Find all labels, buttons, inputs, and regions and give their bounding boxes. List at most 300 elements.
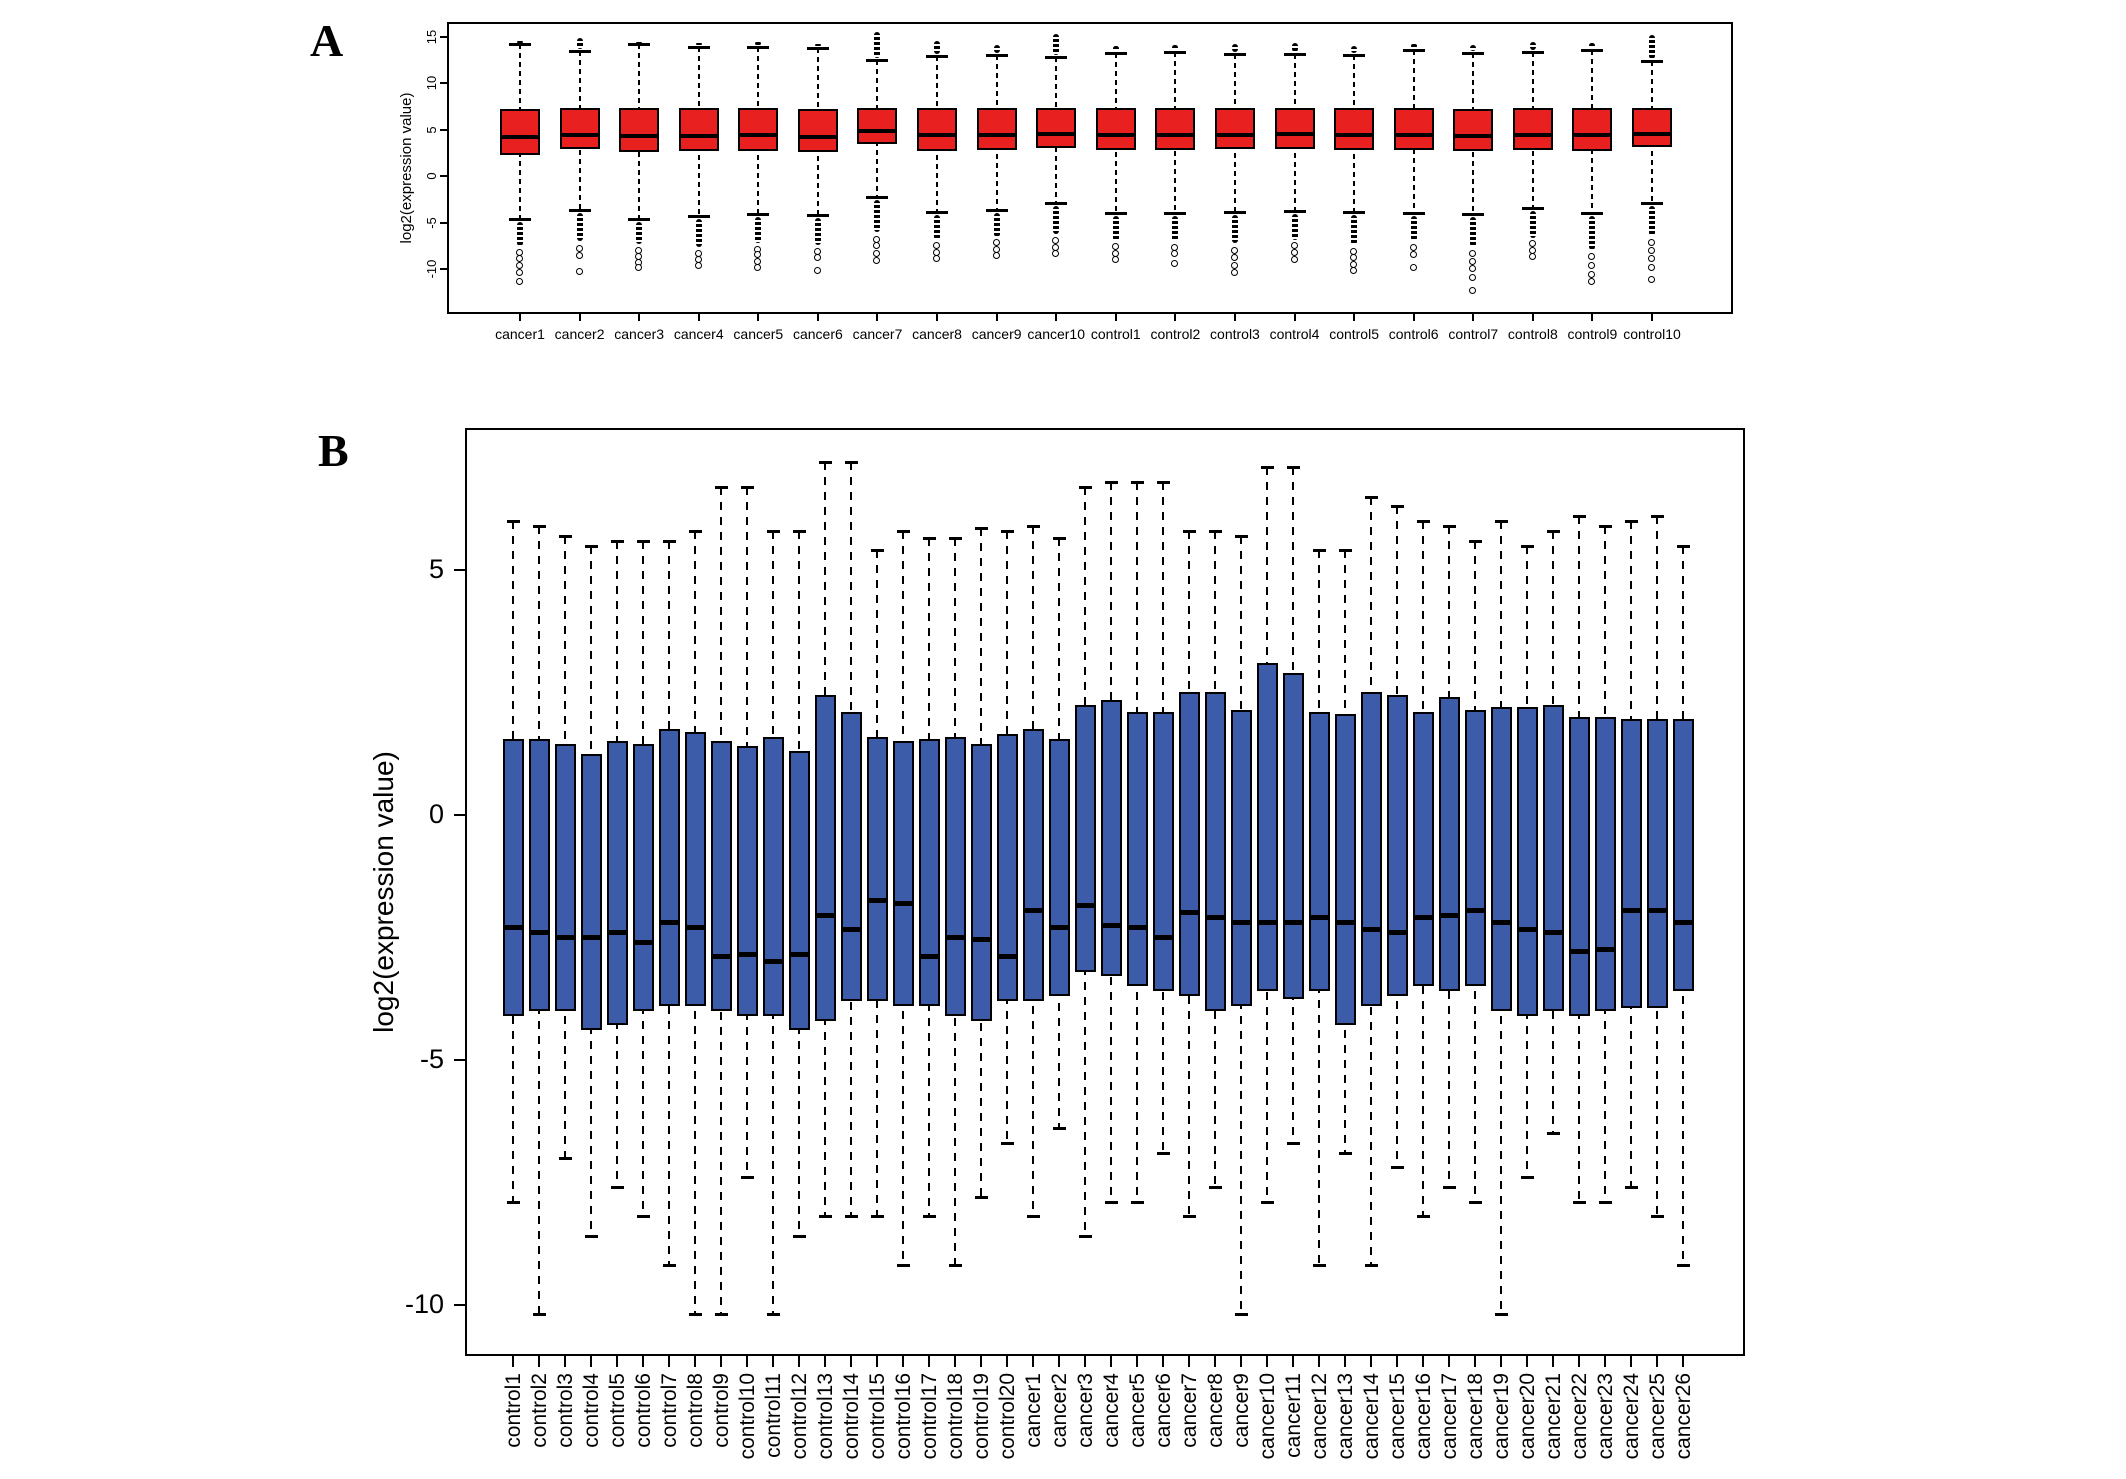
panel-B-box-control3	[555, 744, 576, 1011]
panel-A-x-tick	[757, 314, 759, 321]
panel-A-whisker-cap-high-control7	[1462, 52, 1484, 55]
panel-A-outliers-low-dense-cancer1	[517, 222, 523, 246]
panel-A-whisker-cap-high-cancer7	[866, 59, 888, 62]
panel-B-whisker-cap-high-control20	[1001, 530, 1014, 533]
panel-B-median-control14	[841, 927, 862, 932]
panel-B-whisker-cap-low-cancer21	[1547, 1132, 1560, 1135]
panel-B-whisker-cap-low-control10	[741, 1176, 754, 1179]
panel-A-whisker-cap-low-control2	[1164, 212, 1186, 215]
panel-A-box-control7	[1453, 109, 1493, 151]
panel-B-whisker-cap-low-cancer15	[1391, 1166, 1404, 1169]
panel-B-median-cancer1	[1023, 908, 1044, 913]
panel-A-whisker-cap-high-cancer2	[569, 50, 591, 53]
panel-B-x-tick	[668, 1356, 670, 1367]
panel-A-y-tick	[440, 82, 447, 84]
panel-B-whisker-cap-high-cancer2	[1053, 537, 1066, 540]
panel-B-median-cancer14	[1361, 927, 1382, 932]
panel-A-median-control4	[1275, 132, 1315, 136]
panel-A-whisker-cap-high-cancer10	[1045, 56, 1067, 59]
panel-A-x-label-control2: control2	[1150, 326, 1201, 342]
panel-A-outliers-high-control4	[1292, 43, 1298, 51]
panel-A-outliers-low-dense-cancer4	[696, 219, 702, 247]
panel-B-median-control10	[737, 952, 758, 957]
panel-B-y-tick	[454, 1059, 465, 1061]
panel-B-whisker-cap-high-control2	[533, 525, 546, 528]
panel-A-outliers-low-dense-cancer5	[755, 217, 761, 243]
panel-A-outliers-high-control3	[1232, 44, 1238, 51]
panel-A-whisker-cap-high-control3	[1224, 53, 1246, 56]
panel-A-outlier-point-cancer5	[754, 264, 761, 271]
panel-B-box-cancer1	[1023, 729, 1044, 1001]
panel-B-whisker-cap-high-control6	[637, 540, 650, 543]
panel-A-whisker-cap-low-control3	[1224, 211, 1246, 214]
panel-B-whisker-cap-high-cancer26	[1677, 545, 1690, 548]
panel-B-whisker-cap-high-control14	[845, 461, 858, 464]
panel-B-whisker-cap-low-control12	[793, 1235, 806, 1238]
panel-A-median-cancer2	[560, 133, 600, 137]
panel-A-outlier-point-cancer2	[576, 252, 583, 259]
panel-B-median-cancer18	[1465, 908, 1486, 913]
panel-A-outliers-low-dense-control9	[1589, 216, 1595, 250]
panel-B-x-label-control14: control14	[840, 1373, 864, 1460]
panel-A-median-cancer4	[679, 134, 719, 138]
panel-B-median-control6	[633, 940, 654, 945]
panel-B-x-label-cancer6: cancer6	[1152, 1373, 1176, 1448]
panel-B-whisker-cap-high-cancer9	[1235, 535, 1248, 538]
panel-B-box-control13	[815, 695, 836, 1021]
panel-B-x-tick	[1162, 1356, 1164, 1367]
panel-A-x-label-control1: control1	[1090, 326, 1141, 342]
panel-B-x-label-cancer11: cancer11	[1282, 1373, 1306, 1458]
panel-B-x-label-control3: control3	[554, 1373, 578, 1448]
panel-B-whisker-cap-high-cancer14	[1365, 496, 1378, 499]
panel-A-median-control2	[1155, 133, 1195, 137]
panel-A-x-tick	[638, 314, 640, 321]
panel-A-y-tick-label: -5	[423, 217, 439, 229]
panel-B-y-tick-label: -5	[419, 1043, 444, 1074]
panel-B-x-label-control8: control8	[684, 1373, 708, 1448]
panel-B-median-control5	[607, 930, 628, 935]
panel-A-median-control7	[1453, 134, 1493, 138]
panel-A-box-control8	[1513, 108, 1553, 150]
panel-B-x-tick	[1604, 1356, 1606, 1367]
panel-B-box-cancer6	[1153, 712, 1174, 991]
panel-B-median-cancer12	[1309, 915, 1330, 920]
panel-B-x-label-control1: control1	[502, 1373, 526, 1448]
panel-A-whisker-cap-high-control6	[1403, 49, 1425, 52]
panel-A-whisker-cap-high-cancer6	[807, 47, 829, 50]
panel-B-whisker-cap-low-cancer25	[1651, 1215, 1664, 1218]
panel-B-x-label-control9: control9	[710, 1373, 734, 1448]
panel-A-outliers-high-control6	[1411, 44, 1417, 48]
panel-A-x-label-cancer3: cancer3	[614, 326, 665, 342]
panel-B-whisker-cap-low-cancer5	[1131, 1201, 1144, 1204]
panel-B-whisker-cap-high-control13	[819, 461, 832, 464]
panel-A-x-label-control8: control8	[1507, 326, 1558, 342]
panel-A-median-cancer3	[619, 134, 659, 138]
panel-B-x-tick	[954, 1356, 956, 1367]
panel-B-box-control6	[633, 744, 654, 1011]
panel-B-x-tick	[1136, 1356, 1138, 1367]
panel-B-x-tick	[616, 1356, 618, 1367]
panel-B-x-tick	[1188, 1356, 1190, 1367]
panel-B-x-tick	[1578, 1356, 1580, 1367]
panel-A-outliers-low-dense-control7	[1470, 217, 1476, 247]
panel-A-y-tick	[440, 175, 447, 177]
panel-B-box-cancer25	[1647, 719, 1668, 1008]
panel-B-median-cancer8	[1205, 915, 1226, 920]
panel-B-whisker-cap-low-cancer24	[1625, 1186, 1638, 1189]
panel-B-box-cancer21	[1543, 705, 1564, 1011]
panel-A-outlier-point-control3	[1231, 247, 1238, 254]
panel-B-median-control2	[529, 930, 550, 935]
panel-B-whisker-cap-low-cancer8	[1209, 1186, 1222, 1189]
panel-B-x-label-cancer3: cancer3	[1074, 1373, 1098, 1448]
panel-B-x-tick	[1552, 1356, 1554, 1367]
panel-B-box-cancer17	[1439, 697, 1460, 991]
panel-B-x-label-cancer25: cancer25	[1646, 1373, 1670, 1460]
panel-A-whisker-cap-low-control8	[1522, 207, 1544, 210]
panel-B-whisker-cap-high-control11	[767, 530, 780, 533]
panel-B-box-cancer2	[1049, 739, 1070, 996]
panel-A-whisker-cap-low-cancer8	[926, 211, 948, 214]
panel-B-whisker-cap-high-cancer10	[1261, 466, 1274, 469]
panel-B-box-control5	[607, 741, 628, 1025]
panel-B-x-label-control15: control15	[866, 1373, 890, 1460]
panel-B-median-cancer6	[1153, 935, 1174, 940]
panel-B-median-control12	[789, 952, 810, 957]
panel-A-whisker-cap-low-control5	[1343, 211, 1365, 214]
panel-B-whisker-cap-low-cancer20	[1521, 1176, 1534, 1179]
panel-B-whisker-cap-high-control15	[871, 549, 884, 552]
panel-B-whisker-cap-high-cancer12	[1313, 549, 1326, 552]
panel-B-median-cancer16	[1413, 915, 1434, 920]
panel-B-x-tick	[746, 1356, 748, 1367]
panel-B-median-cancer13	[1335, 920, 1356, 925]
panel-A-median-control9	[1572, 133, 1612, 137]
panel-B-whisker-cap-high-cancer21	[1547, 530, 1560, 533]
panel-B-x-label-cancer7: cancer7	[1178, 1373, 1202, 1448]
panel-A-box-control2	[1155, 108, 1195, 150]
panel-A-whisker-cap-high-control8	[1522, 51, 1544, 54]
panel-B-median-control1	[503, 925, 524, 930]
panel-B-box-cancer8	[1205, 692, 1226, 1010]
panel-B-whisker-cap-low-control3	[559, 1157, 572, 1160]
panel-B-x-label-cancer5: cancer5	[1126, 1373, 1150, 1448]
panel-B-whisker-cap-high-cancer4	[1105, 481, 1118, 484]
panel-B-median-control19	[971, 937, 992, 942]
panel-B-box-cancer15	[1387, 695, 1408, 996]
panel-B-whisker-cap-low-control19	[975, 1196, 988, 1199]
panel-B-whisker-cap-low-cancer1	[1027, 1215, 1040, 1218]
panel-B-median-control8	[685, 925, 706, 930]
panel-B-whisker-cap-low-control15	[871, 1215, 884, 1218]
panel-B-whisker-cap-high-cancer22	[1573, 515, 1586, 518]
panel-A-x-tick	[1413, 314, 1415, 321]
panel-B-box-control18	[945, 737, 966, 1016]
panel-A-x-label-cancer6: cancer6	[792, 326, 843, 342]
panel-B-x-tick	[980, 1356, 982, 1367]
panel-A-median-control3	[1215, 133, 1255, 137]
panel-B-whisker-cap-high-cancer8	[1209, 530, 1222, 533]
panel-A-x-tick	[1591, 314, 1593, 321]
panel-B-whisker-cap-low-control20	[1001, 1142, 1014, 1145]
panel-A-whisker-cap-low-control1	[1105, 212, 1127, 215]
panel-A-whisker-cap-low-control4	[1284, 210, 1306, 213]
panel-A-x-tick	[579, 314, 581, 321]
panel-B-y-tick	[454, 1304, 465, 1306]
panel-B-whisker-cap-high-cancer1	[1027, 525, 1040, 528]
panel-B-x-tick	[798, 1356, 800, 1367]
panel-B-median-cancer10	[1257, 920, 1278, 925]
panel-B-whisker-cap-high-control8	[689, 530, 702, 533]
panel-A-box-control9	[1572, 108, 1612, 151]
panel-B-box-cancer23	[1595, 717, 1616, 1011]
panel-A-outlier-point-cancer2	[576, 268, 583, 275]
panel-A-whisker-cap-low-cancer4	[688, 215, 710, 218]
panel-A-x-label-cancer8: cancer8	[912, 326, 962, 342]
panel-B-box-control9	[711, 741, 732, 1010]
panel-B-whisker-cap-low-control6	[637, 1215, 650, 1218]
panel-B-whisker-cap-low-control13	[819, 1215, 832, 1218]
panel-B-y-tick-label: 5	[428, 553, 444, 584]
panel-B-x-label-cancer9: cancer9	[1230, 1373, 1254, 1448]
panel-A-outliers-high-cancer9	[994, 45, 1000, 52]
panel-B-x-label-control19: control19	[970, 1373, 994, 1460]
panel-B-box-cancer9	[1231, 710, 1252, 1006]
panel-A-whisker-cap-low-control10	[1641, 202, 1663, 205]
panel-B-median-cancer21	[1543, 930, 1564, 935]
panel-B-whisker-cap-low-cancer16	[1417, 1215, 1430, 1218]
panel-A-median-cancer7	[857, 129, 897, 133]
panel-A-box-cancer9	[977, 108, 1017, 150]
panel-B-x-tick	[1526, 1356, 1528, 1367]
panel-B-whisker-cap-low-cancer26	[1677, 1264, 1690, 1267]
panel-B-whisker-cap-low-cancer3	[1079, 1235, 1092, 1238]
panel-B-x-tick	[1682, 1356, 1684, 1367]
panel-A-x-tick	[1294, 314, 1296, 321]
panel-B-x-tick	[1058, 1356, 1060, 1367]
panel-A-whisker-cap-high-cancer4	[688, 46, 710, 49]
panel-B-whisker-cap-low-cancer10	[1261, 1201, 1274, 1204]
panel-A-box-cancer7	[857, 108, 897, 143]
panel-B-x-label-cancer22: cancer22	[1568, 1373, 1592, 1460]
panel-B-x-label-control13: control13	[814, 1373, 838, 1460]
panel-A-box-cancer5	[738, 108, 778, 151]
panel-A-box-control5	[1334, 108, 1374, 150]
panel-B-x-tick	[1084, 1356, 1086, 1367]
panel-A-whisker-cap-low-cancer9	[986, 209, 1008, 212]
panel-B-x-label-cancer2: cancer2	[1048, 1373, 1072, 1448]
panel-B-x-tick	[1240, 1356, 1242, 1367]
panel-A-outlier-point-control1	[1112, 256, 1119, 263]
panel-A-whisker-cap-high-cancer3	[628, 43, 650, 46]
panel-B-whisker-cap-low-cancer11	[1287, 1142, 1300, 1145]
panel-B-median-cancer2	[1049, 925, 1070, 930]
panel-B-whisker-cap-low-control18	[949, 1264, 962, 1267]
panel-A-median-cancer10	[1036, 132, 1076, 136]
panel-B-x-label-cancer8: cancer8	[1204, 1373, 1228, 1448]
panel-A-x-tick	[1174, 314, 1176, 321]
panel-B-whisker-cap-high-cancer20	[1521, 545, 1534, 548]
panel-B-x-label-control20: control20	[996, 1373, 1020, 1460]
panel-A-outliers-low-dense-cancer6	[815, 218, 821, 245]
panel-A-y-tick-label: 15	[423, 29, 439, 45]
panel-B-box-control17	[919, 739, 940, 1006]
panel-A-outlier-point-control7	[1469, 274, 1476, 281]
panel-A-median-control1	[1096, 133, 1136, 137]
panel-A-outliers-low-dense-cancer7	[874, 200, 880, 232]
panel-A-x-label-control5: control5	[1329, 326, 1379, 342]
panel-B-median-cancer19	[1491, 920, 1512, 925]
panel-B-whisker-cap-high-cancer3	[1079, 486, 1092, 489]
panel-A-outliers-high-control7	[1470, 45, 1476, 50]
panel-A-x-tick	[1353, 314, 1355, 321]
panel-A-outliers-low-dense-control10	[1649, 206, 1655, 236]
panel-A-outliers-low-dense-control1	[1113, 216, 1119, 241]
panel-A-x-label-control7: control7	[1448, 326, 1499, 342]
panel-A-outlier-point-control1	[1112, 243, 1119, 250]
panel-B-box-control20	[997, 734, 1018, 1001]
panel-B-x-tick	[1006, 1356, 1008, 1367]
panel-B-x-tick	[590, 1356, 592, 1367]
panel-B-x-label-cancer15: cancer15	[1386, 1373, 1410, 1460]
panel-B-box-control12	[789, 751, 810, 1030]
panel-B-median-cancer22	[1569, 949, 1590, 954]
panel-B-whisker-cap-high-cancer11	[1287, 466, 1300, 469]
panel-A-outliers-high-control10	[1649, 35, 1655, 59]
panel-A-x-label-cancer5: cancer5	[733, 326, 784, 342]
panel-B-box-control11	[763, 737, 784, 1016]
panel-B-whisker-cap-low-control8	[689, 1313, 702, 1316]
panel-B-x-tick	[564, 1356, 566, 1367]
panel-B-median-cancer17	[1439, 913, 1460, 918]
panel-A-whisker-cap-low-control6	[1403, 212, 1425, 215]
panel-A-box-cancer6	[798, 109, 838, 152]
panel-A-outliers-low-dense-control5	[1351, 215, 1357, 245]
panel-B-box-cancer16	[1413, 712, 1434, 986]
panel-A-x-label-control10: control10	[1623, 326, 1681, 342]
panel-B-whisker-cap-high-control17	[923, 537, 936, 540]
panel-A-median-control6	[1394, 133, 1434, 137]
panel-B-whisker-cap-low-cancer23	[1599, 1201, 1612, 1204]
panel-A-whisker-cap-low-control9	[1581, 212, 1603, 215]
panel-B-median-control16	[893, 901, 914, 906]
panel-B-x-label-cancer20: cancer20	[1516, 1373, 1540, 1460]
panel-B-x-tick	[928, 1356, 930, 1367]
panel-A-median-control10	[1632, 132, 1672, 136]
panel-B-x-tick	[720, 1356, 722, 1367]
panel-A-whisker-cap-high-control1	[1105, 52, 1127, 55]
panel-A-x-label-control6: control6	[1388, 326, 1439, 342]
panel-A-whisker-cap-low-cancer10	[1045, 202, 1067, 205]
panel-B-box-cancer10	[1257, 663, 1278, 991]
panel-A-outliers-high-control8	[1530, 42, 1536, 49]
panel-B-box-cancer4	[1101, 700, 1122, 977]
panel-B-whisker-cap-low-control16	[897, 1264, 910, 1267]
panel-B-x-tick	[772, 1356, 774, 1367]
panel-A-median-control8	[1513, 133, 1553, 137]
panel-A-x-tick	[1651, 314, 1653, 321]
panel-A-outlier-point-cancer1	[516, 262, 523, 269]
panel-B-x-label-control12: control12	[788, 1373, 812, 1460]
panel-A-x-label-control4: control4	[1269, 326, 1320, 342]
panel-A-median-cancer1	[500, 135, 540, 139]
panel-A-outlier-point-cancer9	[993, 252, 1000, 259]
panel-A-outliers-low-dense-cancer2	[577, 213, 583, 242]
panel-A-whisker-cap-high-cancer5	[747, 46, 769, 49]
panel-B-whisker-cap-high-cancer19	[1495, 520, 1508, 523]
panel-A-box-cancer10	[1036, 108, 1076, 149]
panel-A-box-cancer4	[679, 108, 719, 151]
panel-B-x-label-control16: control16	[892, 1373, 916, 1460]
panel-B-x-tick	[1630, 1356, 1632, 1367]
panel-A-whisker-cap-high-control10	[1641, 60, 1663, 63]
panel-B-x-label-cancer17: cancer17	[1438, 1373, 1462, 1460]
panel-B-box-cancer26	[1673, 719, 1694, 991]
panel-B-median-cancer7	[1179, 910, 1200, 915]
panel-A-whisker-cap-low-cancer3	[628, 218, 650, 221]
panel-B-whisker-cap-high-control16	[897, 530, 910, 533]
panel-A-median-control5	[1334, 133, 1374, 137]
panel-A-outliers-high-cancer5	[755, 42, 761, 45]
panel-B-whisker-cap-low-cancer17	[1443, 1186, 1456, 1189]
panel-B-x-label-control5: control5	[606, 1373, 630, 1448]
panel-B-whisker-cap-high-cancer18	[1469, 540, 1482, 543]
panel-B-box-cancer5	[1127, 712, 1148, 986]
panel-A-outliers-low-dense-control6	[1411, 216, 1417, 242]
panel-B-x-label-control6: control6	[632, 1373, 656, 1448]
panel-B-x-label-cancer13: cancer13	[1334, 1373, 1358, 1460]
panel-B-x-tick	[1500, 1356, 1502, 1367]
panel-A-whisker-cap-high-control2	[1164, 51, 1186, 54]
panel-B-x-label-cancer14: cancer14	[1360, 1373, 1384, 1460]
panel-B-whisker-cap-high-control10	[741, 486, 754, 489]
panel-A-median-cancer6	[798, 135, 838, 139]
panel-A-box-control1	[1096, 108, 1136, 150]
panel-B-median-control3	[555, 935, 576, 940]
panel-B-x-label-control4: control4	[580, 1373, 604, 1448]
panel-A-x-tick	[936, 314, 938, 321]
panel-B-x-tick	[694, 1356, 696, 1367]
panel-B-x-label-cancer24: cancer24	[1620, 1373, 1644, 1460]
panel-B-box-control10	[737, 746, 758, 1015]
panel-A-box-cancer1	[500, 109, 540, 155]
panel-A-x-label-cancer4: cancer4	[673, 326, 724, 342]
panel-B-whisker-cap-low-cancer22	[1573, 1201, 1586, 1204]
panel-B-box-cancer11	[1283, 673, 1304, 999]
panel-B-x-tick	[1110, 1356, 1112, 1367]
panel-A-median-cancer5	[738, 133, 778, 137]
panel-A-outliers-low-dense-control4	[1292, 214, 1298, 240]
panel-B-median-cancer24	[1621, 908, 1642, 913]
panel-A-x-label-cancer2: cancer2	[554, 326, 605, 342]
panel-A-y-tick	[440, 268, 447, 270]
panel-B-whisker-cap-low-control5	[611, 1186, 624, 1189]
panel-B-x-tick	[1396, 1356, 1398, 1367]
panel-a-y-axis-title: log2(expression value)	[398, 92, 415, 244]
panel-A-outlier-point-cancer2	[576, 245, 583, 252]
panel-B-x-label-control10: control10	[736, 1373, 760, 1460]
panel-B-median-control20	[997, 954, 1018, 959]
panel-B-whisker-cap-low-cancer6	[1157, 1152, 1170, 1155]
panel-B-box-control16	[893, 741, 914, 1005]
panel-A-outlier-point-cancer4	[695, 262, 702, 269]
panel-B-box-control7	[659, 729, 680, 1006]
panel-A-x-tick	[1532, 314, 1534, 321]
panel-B-whisker-cap-low-control17	[923, 1215, 936, 1218]
panel-B-whisker-cap-low-cancer13	[1339, 1152, 1352, 1155]
